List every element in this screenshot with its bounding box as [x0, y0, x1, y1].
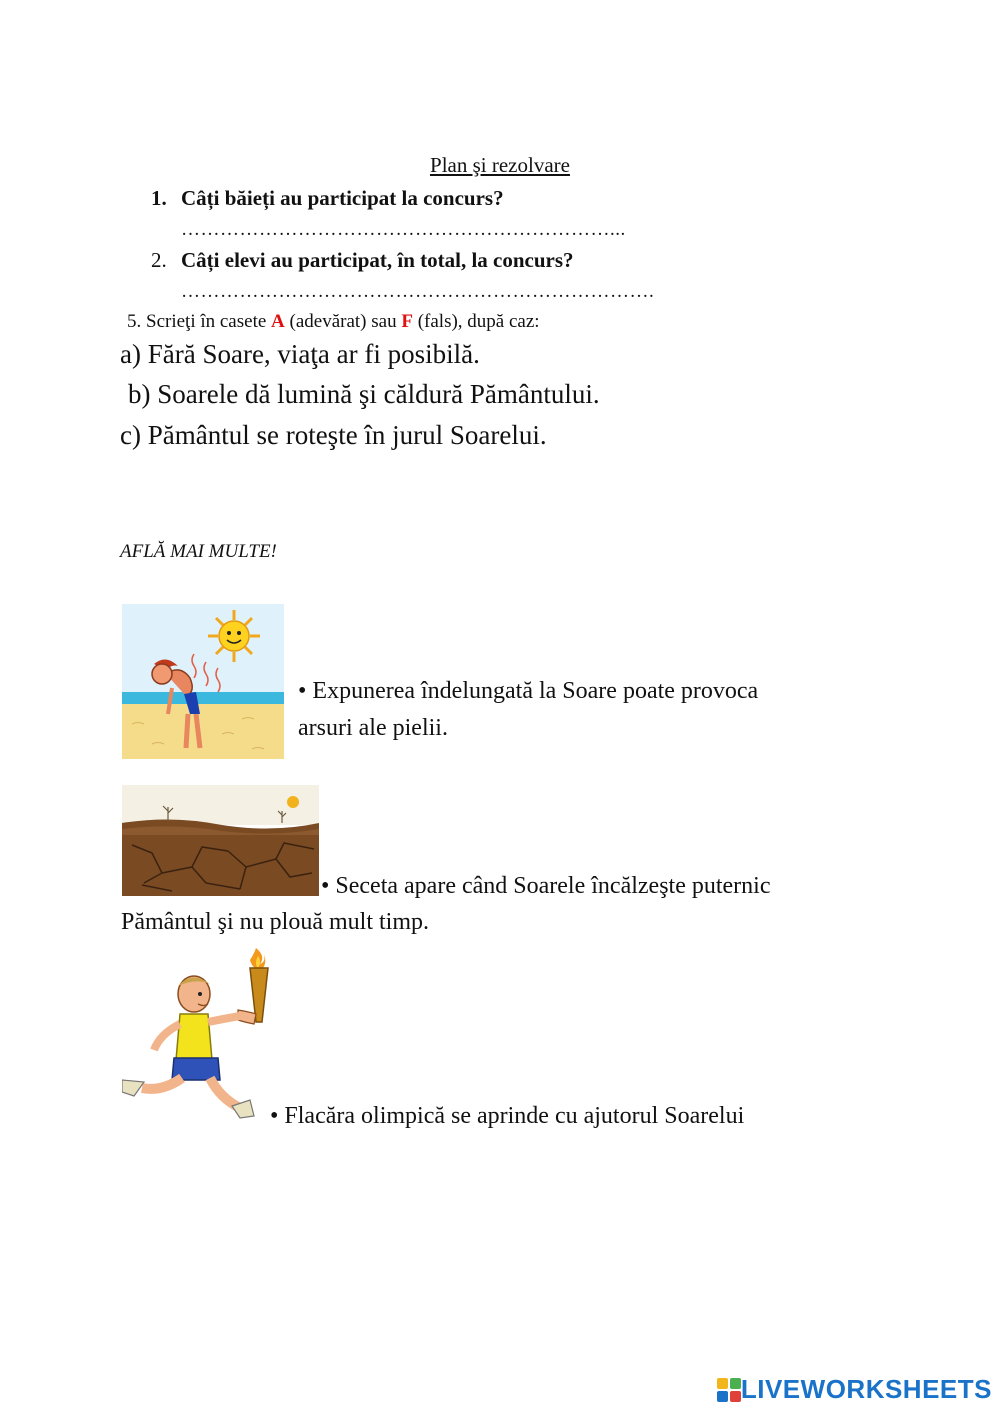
- brand-name: LIVEWORKSHEETS: [740, 1374, 992, 1404]
- question-2-number: 2.: [151, 248, 167, 272]
- torch-runner-illustration: [122, 944, 270, 1126]
- statement-a: a) Fără Soare, viaţa ar fi posibilă.: [120, 339, 480, 369]
- fact-2-line-1: • Seceta apare când Soarele încălzeşte puternic: [321, 873, 771, 899]
- question-1-text: Câți băieți au participat la concurs?: [181, 186, 504, 210]
- learn-more-heading: AFLĂ MAI MULTE!: [120, 541, 277, 562]
- question-2-text: Câți elevi au participat, în total, la concurs?: [181, 248, 574, 272]
- letter-f: F: [401, 311, 413, 332]
- fact-2-line-2: Pământul şi nu plouă mult timp.: [121, 909, 429, 935]
- statement-c: c) Pământul se roteşte în jurul Soarelui.: [120, 420, 547, 450]
- drought-illustration: [122, 785, 319, 896]
- question-2-answer-line[interactable]: ……………………………………………………………….: [181, 281, 655, 302]
- page-title: Plan şi rezolvare: [430, 153, 570, 177]
- fact-3-line-1: • Flacăra olimpică se aprinde cu ajutorul Soarelui: [270, 1103, 745, 1129]
- liveworksheets-icon: [717, 1378, 741, 1402]
- sunburn-illustration: [122, 604, 284, 759]
- task-5-instruction: [127, 311, 540, 333]
- statement-b: b) Soarele dă lumină şi căldură Pământului.: [128, 379, 600, 409]
- task-5-prefix: 5. Scrieţi în casete: [127, 311, 272, 332]
- question-1-number: 1.: [151, 186, 167, 210]
- task-5-a-desc: (adevărat) sau: [284, 311, 402, 332]
- fact-1-line-1: • Expunerea îndelungată la Soare poate provoca: [298, 678, 759, 704]
- task-5-f-desc: (fals), după caz:: [412, 311, 540, 332]
- letter-a: A: [271, 311, 285, 332]
- liveworksheets-logo[interactable]: [717, 1374, 992, 1405]
- fact-1-line-2: arsuri ale pielii.: [298, 715, 448, 741]
- question-1-answer-line[interactable]: …………………………………………………………...: [181, 219, 626, 240]
